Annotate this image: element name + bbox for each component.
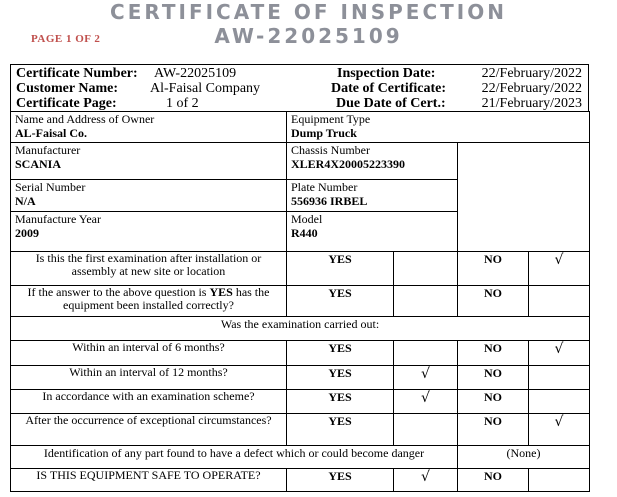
- no-label: NO: [458, 366, 529, 390]
- yes-check-cell: [394, 341, 458, 366]
- no-check-mark: √: [529, 341, 590, 366]
- question-examination-scheme: In accordance with an examination scheme?: [11, 390, 287, 414]
- page-label: PAGE 1 OF 2: [31, 33, 101, 45]
- cert-page-value: 1 of 2: [166, 96, 199, 111]
- question-emphasis: YES: [209, 285, 233, 299]
- certificate-id-heading: AW-22025109: [214, 24, 403, 48]
- question-6-months: Within an interval of 6 months?: [11, 341, 287, 366]
- yes-label: YES: [287, 252, 394, 286]
- no-label: NO: [458, 341, 529, 366]
- owner-value: AL-Faisal Co.: [15, 126, 87, 140]
- yes-check-mark: √: [394, 366, 458, 390]
- year-label: Manufacture Year: [15, 212, 101, 226]
- equipment-type-cell: [287, 112, 590, 143]
- yes-label: YES: [287, 469, 394, 492]
- date-of-cert-label: Date of Certificate:: [331, 81, 447, 96]
- yes-label: YES: [287, 341, 394, 366]
- owner-row: [11, 112, 590, 143]
- manufacturer-cell: [11, 143, 287, 180]
- question-first-exam: Is this the first examination after installation or assembly at new site or location: [11, 252, 287, 286]
- question-row: [11, 341, 590, 366]
- question-installed-correctly: [11, 286, 287, 317]
- question-text: If the answer to the above question is: [27, 285, 210, 299]
- no-check-cell: [529, 366, 590, 390]
- no-label: NO: [458, 286, 529, 317]
- chassis-label: Chassis Number: [291, 143, 370, 157]
- question-exceptional-circumstances: After the occurrence of exceptional circumstances?: [11, 414, 287, 446]
- due-date-label: Due Date of Cert.:: [336, 96, 446, 111]
- equipment-type-value: Dump Truck: [291, 126, 357, 140]
- no-label: NO: [458, 469, 529, 492]
- no-check-mark: √: [529, 252, 590, 286]
- inspection-table: [10, 111, 590, 492]
- section-row: [11, 317, 590, 341]
- safe-row: [11, 469, 590, 492]
- year-cell: [11, 212, 287, 252]
- question-12-months: Within an interval of 12 months?: [11, 366, 287, 390]
- examination-carried-out-heading: Was the examination carried out:: [11, 317, 590, 341]
- owner-cell: [11, 112, 287, 143]
- plate-label: Plate Number: [291, 180, 358, 194]
- no-check-cell: [529, 390, 590, 414]
- inspection-date-label: Inspection Date:: [337, 66, 436, 81]
- yes-label: YES: [287, 414, 394, 446]
- equipment-type-label: Equipment Type: [291, 112, 371, 126]
- question-row: [11, 390, 590, 414]
- no-label: NO: [458, 390, 529, 414]
- yes-label: YES: [287, 390, 394, 414]
- yes-check-cell: [394, 414, 458, 446]
- safe-to-operate-label: IS THIS EQUIPMENT SAFE TO OPERATE?: [11, 469, 287, 492]
- manufacturer-row: [11, 143, 590, 180]
- certificate-title: CERTIFICATE OF INSPECTION: [110, 0, 507, 24]
- defect-label: Identification of any part found to have a defect which or could become danger: [11, 446, 458, 469]
- question-row: [11, 286, 590, 317]
- question-text: has the equipment been installed correctly?: [63, 285, 270, 312]
- cert-number-value: AW-22025109: [154, 66, 237, 81]
- serial-value: N/A: [15, 194, 36, 208]
- chassis-value: XLER4X20005223390: [291, 157, 406, 171]
- model-value: R440: [291, 226, 318, 240]
- plate-cell: [287, 180, 458, 212]
- chassis-cell: [287, 143, 458, 180]
- yes-label: YES: [287, 366, 394, 390]
- serial-cell: [11, 180, 287, 212]
- manufacturer-label: Manufacturer: [15, 143, 81, 157]
- question-row: [11, 414, 590, 446]
- yes-check-cell: [394, 252, 458, 286]
- defect-row: [11, 446, 590, 469]
- date-of-cert-value: 22/February/2022: [481, 81, 582, 96]
- cert-number-label: Certificate Number:: [16, 66, 138, 81]
- due-date-value: 21/February/2023: [481, 96, 582, 111]
- yes-check-mark: √: [394, 390, 458, 414]
- question-row: [11, 252, 590, 286]
- cert-page-label: Certificate Page:: [16, 96, 117, 111]
- no-check-mark: √: [529, 414, 590, 446]
- yes-check-mark: √: [394, 469, 458, 492]
- plate-value: 556936 IRBEL: [291, 194, 368, 208]
- customer-value: Al-Faisal Company: [150, 81, 261, 96]
- serial-label: Serial Number: [15, 180, 86, 194]
- inspection-date-value: 22/February/2022: [481, 66, 582, 81]
- no-check-cell: [529, 286, 590, 317]
- model-label: Model: [291, 212, 323, 226]
- owner-label: Name and Address of Owner: [15, 112, 155, 126]
- yes-label: YES: [287, 286, 394, 317]
- no-check-cell: [529, 469, 590, 492]
- customer-label: Customer Name:: [16, 81, 118, 96]
- no-label: NO: [458, 252, 529, 286]
- yes-check-cell: [394, 286, 458, 317]
- certificate-info-box: [10, 64, 589, 112]
- model-cell: [287, 212, 458, 252]
- no-label: NO: [458, 414, 529, 446]
- question-row: [11, 366, 590, 390]
- defect-value: (None): [458, 446, 590, 469]
- year-value: 2009: [15, 226, 39, 240]
- manufacturer-value: SCANIA: [15, 157, 62, 171]
- blank-cell: [458, 143, 590, 252]
